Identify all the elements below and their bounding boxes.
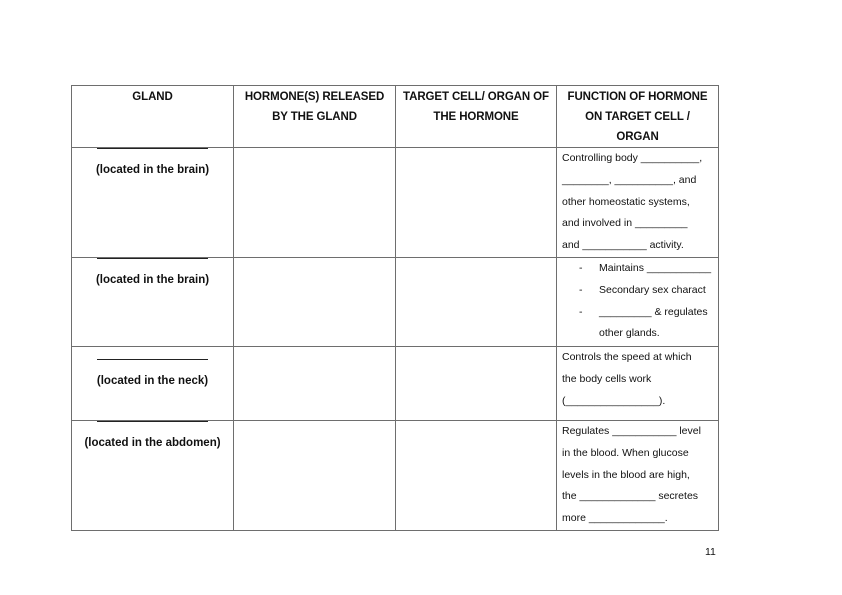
- table-header-row: [72, 86, 719, 148]
- header-text-line: THE HORMONE: [433, 111, 519, 123]
- header-text-line: GLAND: [132, 91, 173, 103]
- function-line: levels in the blood are high,: [562, 468, 690, 481]
- function-bullet: [562, 302, 718, 324]
- gland-cell[interactable]: [72, 148, 234, 258]
- function-line: and ___________ activity.: [562, 239, 684, 252]
- header-text-line: TARGET CELL/ ORGAN OF: [403, 91, 549, 103]
- function-cell: [557, 347, 719, 421]
- dash-bullet-icon: -: [579, 305, 583, 318]
- header-text-line: BY THE GLAND: [272, 111, 357, 123]
- target-answer-cell[interactable]: [396, 148, 557, 258]
- function-bullet-text: _________ & regulates: [599, 305, 708, 318]
- function-bullet-text: Maintains ___________: [599, 262, 712, 274]
- function-line: other homeostatic systems,: [562, 195, 690, 208]
- header-text-line: ORGAN: [616, 131, 659, 143]
- header-function-of-hormone: [557, 86, 719, 148]
- gland-answer-blank[interactable]: [97, 148, 208, 149]
- hormones-answer-cell[interactable]: [234, 258, 396, 347]
- gland-location: (located in the neck): [96, 375, 209, 387]
- function-cell: [557, 421, 719, 531]
- function-cell: [557, 258, 719, 347]
- page-number: 11: [705, 546, 716, 558]
- hormones-answer-cell[interactable]: [234, 421, 396, 531]
- function-line: in the blood. When glucose: [562, 446, 689, 459]
- gland-answer-blank[interactable]: [97, 359, 208, 360]
- function-line: the body cells work: [562, 372, 652, 385]
- gland-cell[interactable]: [72, 347, 234, 421]
- dash-bullet-icon: -: [579, 262, 583, 274]
- header-gland: [72, 86, 234, 148]
- dash-bullet-icon: -: [579, 283, 583, 296]
- gland-cell[interactable]: [72, 258, 234, 347]
- function-line: (________________).: [562, 394, 666, 407]
- table-row: [72, 347, 719, 421]
- target-answer-cell[interactable]: [396, 347, 557, 421]
- gland-cell[interactable]: [72, 421, 234, 531]
- hormones-answer-cell[interactable]: [234, 347, 396, 421]
- hormones-answer-cell[interactable]: [234, 148, 396, 258]
- function-line: the _____________ secretes: [562, 490, 699, 503]
- function-line: Regulates ___________ level: [562, 425, 701, 437]
- table-row: [72, 421, 719, 531]
- function-line: Controls the speed at which: [562, 351, 692, 363]
- table-row: [72, 258, 719, 347]
- function-bullet-text: Secondary sex charact: [599, 283, 706, 296]
- function-line: and involved in _________: [562, 217, 688, 230]
- gland-location: (located in the brain): [95, 274, 210, 286]
- target-answer-cell[interactable]: [396, 258, 557, 347]
- function-line: more _____________.: [562, 512, 668, 525]
- gland-answer-blank[interactable]: [97, 421, 208, 422]
- header-text-line: ON TARGET CELL /: [585, 111, 690, 123]
- endocrine-glands-table: [71, 85, 719, 531]
- target-answer-cell[interactable]: [396, 421, 557, 531]
- function-bullet-continuation: other glands.: [599, 327, 660, 340]
- header-text-line: HORMONE(S) RELEASED: [244, 91, 385, 103]
- header-hormones-released: [234, 86, 396, 148]
- table-row: [72, 148, 719, 258]
- function-line: Controlling body __________,: [562, 152, 703, 164]
- gland-location: (located in the brain): [95, 164, 210, 176]
- function-cell: [557, 148, 719, 258]
- header-target-cell-organ: [396, 86, 557, 148]
- gland-answer-blank[interactable]: [97, 258, 208, 259]
- function-bullet: [562, 258, 718, 280]
- function-line: ________, __________, and: [562, 173, 697, 186]
- header-text-line: FUNCTION OF HORMONE: [567, 91, 708, 103]
- gland-location: (located in the abdomen): [84, 437, 221, 449]
- function-bullet: [562, 280, 718, 302]
